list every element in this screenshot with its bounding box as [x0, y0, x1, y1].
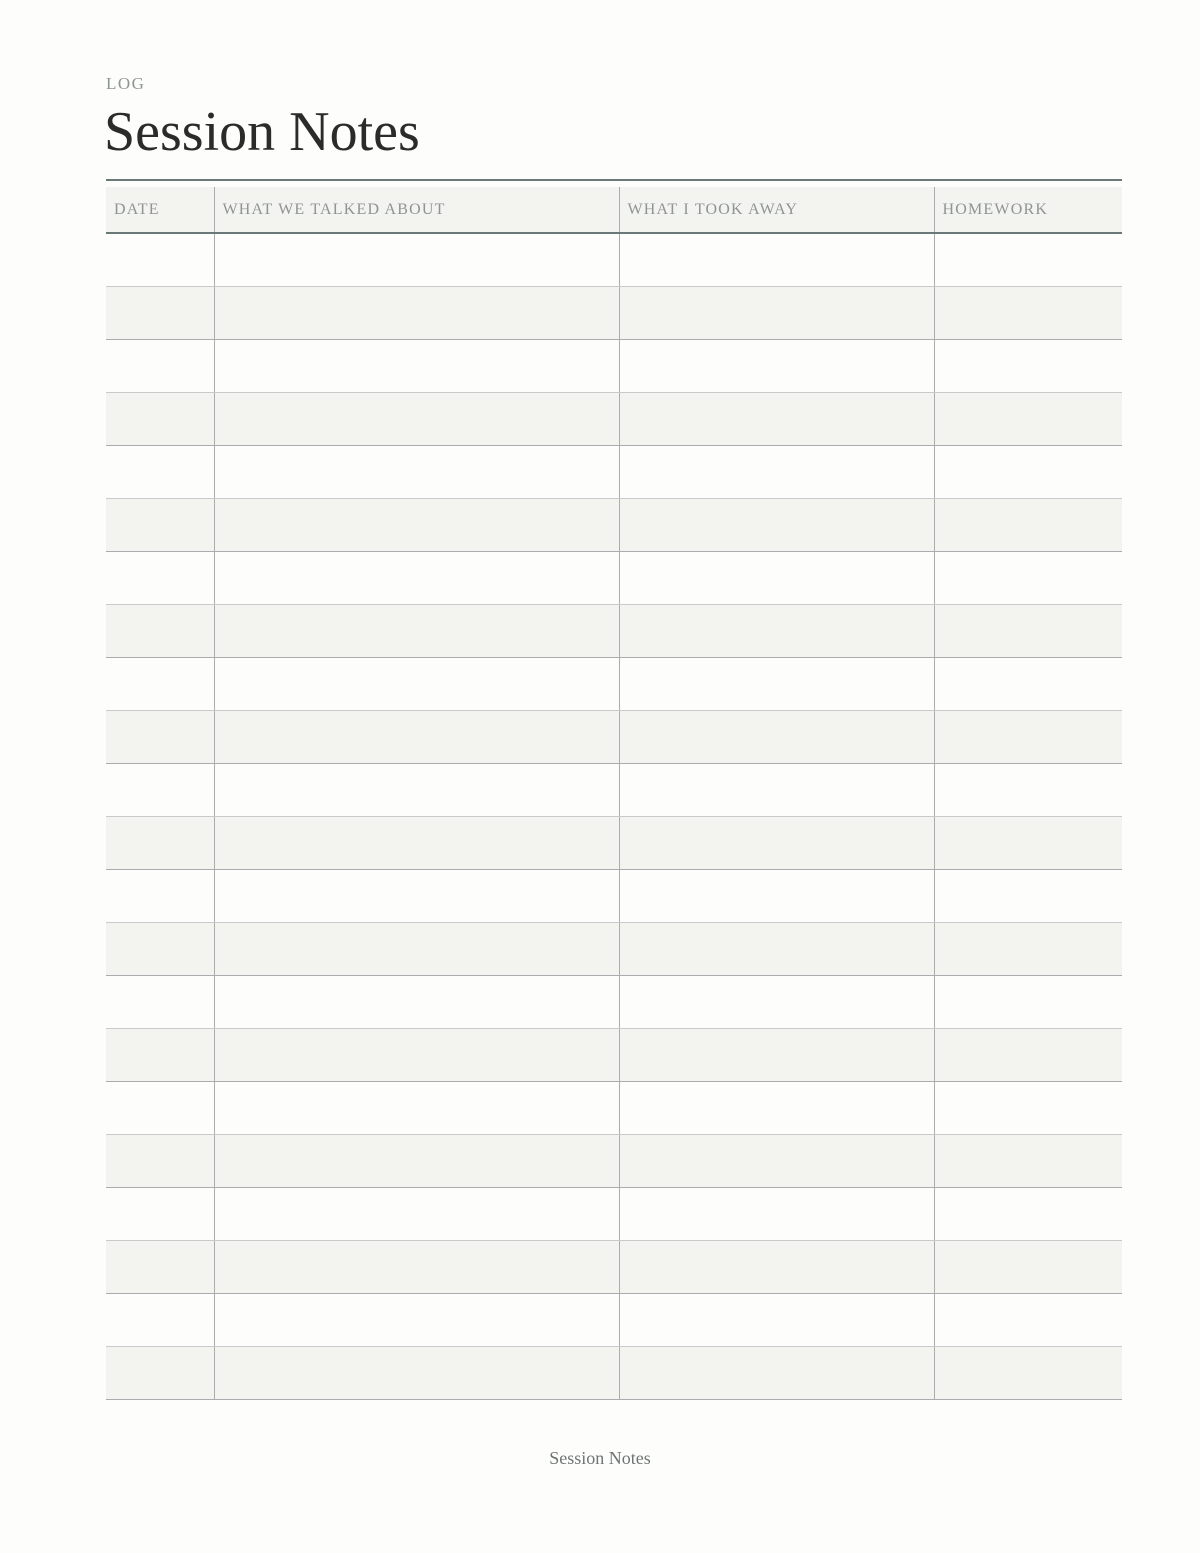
- took-away-cell[interactable]: [619, 392, 934, 445]
- talked-about-cell[interactable]: [214, 445, 619, 498]
- date-cell[interactable]: [106, 1028, 214, 1081]
- date-cell[interactable]: [106, 551, 214, 604]
- talked-about-cell[interactable]: [214, 233, 619, 286]
- table-header-row: [106, 187, 1122, 233]
- table-row: [106, 657, 1122, 710]
- table-row: [106, 392, 1122, 445]
- talked-about-cell[interactable]: [214, 869, 619, 922]
- table-row: [106, 1346, 1122, 1399]
- homework-cell[interactable]: [934, 816, 1122, 869]
- date-cell[interactable]: [106, 869, 214, 922]
- took-away-cell[interactable]: [619, 1346, 934, 1399]
- session-log-table-container: [106, 179, 1122, 1400]
- homework-cell[interactable]: [934, 922, 1122, 975]
- date-cell[interactable]: [106, 392, 214, 445]
- table-row: [106, 816, 1122, 869]
- took-away-cell[interactable]: [619, 1081, 934, 1134]
- table-row: [106, 233, 1122, 286]
- table-row: [106, 1028, 1122, 1081]
- date-cell[interactable]: [106, 657, 214, 710]
- homework-cell[interactable]: [934, 233, 1122, 286]
- took-away-cell[interactable]: [619, 710, 934, 763]
- table-row: [106, 445, 1122, 498]
- talked-about-cell[interactable]: [214, 339, 619, 392]
- took-away-cell[interactable]: [619, 1293, 934, 1346]
- date-cell[interactable]: [106, 339, 214, 392]
- table-body: [106, 233, 1122, 1399]
- talked-about-cell[interactable]: [214, 763, 619, 816]
- took-away-cell[interactable]: [619, 233, 934, 286]
- took-away-cell[interactable]: [619, 975, 934, 1028]
- table-row: [106, 286, 1122, 339]
- homework-cell[interactable]: [934, 604, 1122, 657]
- talked-about-cell[interactable]: [214, 1081, 619, 1134]
- took-away-cell[interactable]: [619, 922, 934, 975]
- homework-cell[interactable]: [934, 1346, 1122, 1399]
- date-cell[interactable]: [106, 922, 214, 975]
- took-away-cell[interactable]: [619, 286, 934, 339]
- homework-cell[interactable]: [934, 392, 1122, 445]
- date-cell[interactable]: [106, 445, 214, 498]
- table-row: [106, 498, 1122, 551]
- date-cell[interactable]: [106, 1081, 214, 1134]
- took-away-cell[interactable]: [619, 445, 934, 498]
- took-away-cell[interactable]: [619, 339, 934, 392]
- talked-about-cell[interactable]: [214, 498, 619, 551]
- date-cell[interactable]: [106, 286, 214, 339]
- table-row: [106, 1134, 1122, 1187]
- homework-cell[interactable]: [934, 286, 1122, 339]
- column-header-homework: HOMEWORK: [934, 187, 1122, 233]
- talked-about-cell[interactable]: [214, 922, 619, 975]
- homework-cell[interactable]: [934, 1081, 1122, 1134]
- homework-cell[interactable]: [934, 1240, 1122, 1293]
- date-cell[interactable]: [106, 1187, 214, 1240]
- top-divider: [106, 179, 1122, 181]
- homework-cell[interactable]: [934, 869, 1122, 922]
- talked-about-cell[interactable]: [214, 1293, 619, 1346]
- column-header-date: DATE: [106, 187, 214, 233]
- date-cell[interactable]: [106, 1346, 214, 1399]
- date-cell[interactable]: [106, 1240, 214, 1293]
- homework-cell[interactable]: [934, 1293, 1122, 1346]
- date-cell[interactable]: [106, 498, 214, 551]
- took-away-cell[interactable]: [619, 816, 934, 869]
- date-cell[interactable]: [106, 763, 214, 816]
- talked-about-cell[interactable]: [214, 816, 619, 869]
- date-cell[interactable]: [106, 975, 214, 1028]
- talked-about-cell[interactable]: [214, 551, 619, 604]
- homework-cell[interactable]: [934, 1187, 1122, 1240]
- date-cell[interactable]: [106, 1134, 214, 1187]
- talked-about-cell[interactable]: [214, 975, 619, 1028]
- talked-about-cell[interactable]: [214, 657, 619, 710]
- took-away-cell[interactable]: [619, 763, 934, 816]
- talked-about-cell[interactable]: [214, 1346, 619, 1399]
- homework-cell[interactable]: [934, 975, 1122, 1028]
- table-row: [106, 1187, 1122, 1240]
- took-away-cell[interactable]: [619, 551, 934, 604]
- table-row: [106, 763, 1122, 816]
- date-cell[interactable]: [106, 233, 214, 286]
- homework-cell[interactable]: [934, 551, 1122, 604]
- talked-about-cell[interactable]: [214, 1028, 619, 1081]
- talked-about-cell[interactable]: [214, 1134, 619, 1187]
- talked-about-cell[interactable]: [214, 1187, 619, 1240]
- table-row: [106, 922, 1122, 975]
- table-row: [106, 869, 1122, 922]
- eyebrow-label: LOG: [106, 74, 146, 93]
- table-row: [106, 1081, 1122, 1134]
- table-row: [106, 339, 1122, 392]
- took-away-cell[interactable]: [619, 1240, 934, 1293]
- took-away-cell[interactable]: [619, 869, 934, 922]
- column-header-took-away: WHAT I TOOK AWAY: [619, 187, 934, 233]
- talked-about-cell[interactable]: [214, 1240, 619, 1293]
- homework-cell[interactable]: [934, 1134, 1122, 1187]
- date-cell[interactable]: [106, 816, 214, 869]
- date-cell[interactable]: [106, 604, 214, 657]
- table-row: [106, 1293, 1122, 1346]
- homework-cell[interactable]: [934, 445, 1122, 498]
- date-cell[interactable]: [106, 710, 214, 763]
- homework-cell[interactable]: [934, 657, 1122, 710]
- took-away-cell[interactable]: [619, 498, 934, 551]
- page-footer: Session Notes: [549, 1448, 651, 1468]
- took-away-cell[interactable]: [619, 1028, 934, 1081]
- took-away-cell[interactable]: [619, 1187, 934, 1240]
- date-cell[interactable]: [106, 1293, 214, 1346]
- page-title: Session Notes: [104, 101, 420, 163]
- talked-about-cell[interactable]: [214, 710, 619, 763]
- talked-about-cell[interactable]: [214, 604, 619, 657]
- homework-cell[interactable]: [934, 339, 1122, 392]
- table-row: [106, 551, 1122, 604]
- table-row: [106, 975, 1122, 1028]
- table-row: [106, 604, 1122, 657]
- took-away-cell[interactable]: [619, 657, 934, 710]
- took-away-cell[interactable]: [619, 1134, 934, 1187]
- took-away-cell[interactable]: [619, 604, 934, 657]
- session-log-table: [106, 187, 1122, 1400]
- column-header-talked-about: WHAT WE TALKED ABOUT: [214, 187, 619, 233]
- table-row: [106, 710, 1122, 763]
- homework-cell[interactable]: [934, 1028, 1122, 1081]
- homework-cell[interactable]: [934, 710, 1122, 763]
- table-row: [106, 1240, 1122, 1293]
- talked-about-cell[interactable]: [214, 286, 619, 339]
- talked-about-cell[interactable]: [214, 392, 619, 445]
- homework-cell[interactable]: [934, 763, 1122, 816]
- homework-cell[interactable]: [934, 498, 1122, 551]
